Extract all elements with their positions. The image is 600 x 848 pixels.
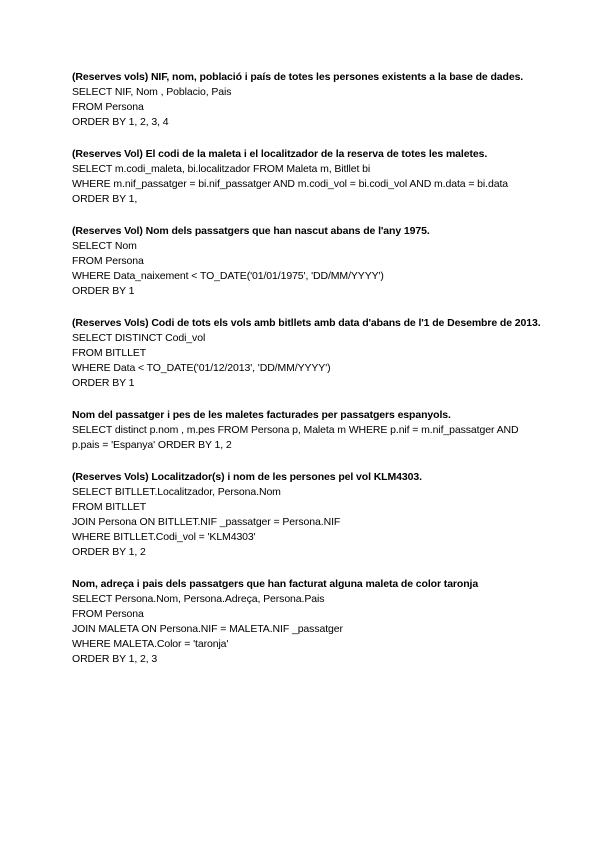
sql-line: SELECT NIF, Nom , Poblacio, Pais [72,86,232,98]
query-block-7 [72,577,542,667]
document-page [72,70,542,684]
sql-line: SELECT Persona.Nom, Persona.Adreça, Persona.Pais [72,593,325,605]
sql-line: ORDER BY 1 [72,285,135,297]
query-title: Nom del passatger i pes de les maletes facturades per passatgers espanyols. [72,409,451,421]
sql-line: WHERE Data < TO_DATE('01/12/2013', 'DD/MM/YYYY') [72,362,331,374]
sql-line: JOIN Persona ON BITLLET.NIF _passatger = Persona.NIF [72,516,341,528]
sql-line: FROM Persona [72,255,144,267]
sql-line: WHERE m.nif_passatger = bi.nif_passatger AND m.codi_vol = bi.codi_vol AND m.data = bi.data ORDER BY 1, [72,178,511,205]
sql-line: WHERE Data_naixement < TO_DATE('01/01/1975', 'DD/MM/YYYY') [72,270,384,282]
sql-line: ORDER BY 1, 2 [72,546,146,558]
sql-line: WHERE MALETA.Color = 'taronja' [72,638,229,650]
query-title: (Reserves vols) NIF, nom, població i país de totes les persones existents a la base de dades. [72,71,524,83]
sql-line: SELECT m.codi_maleta, bi.localitzador FROM Maleta m, Bitllet bi [72,163,371,175]
query-block-6 [72,470,542,560]
sql-line: FROM Persona [72,608,144,620]
sql-line: SELECT Nom [72,240,137,252]
query-block-5 [72,408,542,453]
sql-line: FROM BITLLET [72,347,147,359]
query-title: (Reserves Vol) Nom dels passatgers que han nascut abans de l'any 1975. [72,225,430,237]
query-title: (Reserves Vols) Localitzador(s) i nom de les persones pel vol KLM4303. [72,471,422,483]
sql-line: SELECT distinct p.nom , m.pes FROM Persona p, Maleta m WHERE p.nif = m.nif_passatger AND p.pais = 'Espanya' ORDER BY 1, 2 [72,424,522,451]
query-title: Nom, adreça i pais dels passatgers que han facturat alguna maleta de color taronja [72,578,479,590]
query-block-2 [72,147,542,207]
query-block-4 [72,316,542,391]
sql-line: FROM Persona [72,101,144,113]
sql-line: SELECT BITLLET.Localitzador, Persona.Nom [72,486,281,498]
sql-line: ORDER BY 1, 2, 3, 4 [72,116,169,128]
sql-line: ORDER BY 1, 2, 3 [72,653,158,665]
sql-line: WHERE BITLLET.Codi_vol = 'KLM4303' [72,531,256,543]
query-title: (Reserves Vol) El codi de la maleta i el localitzador de la reserva de totes les maletes. [72,148,488,160]
query-block-3 [72,224,542,299]
query-title: (Reserves Vols) Codi de tots els vols amb bitllets amb data d'abans de l'1 de Desembre de 2013. [72,317,541,329]
sql-line: ORDER BY 1 [72,377,135,389]
sql-line: FROM BITLLET [72,501,147,513]
query-block-1 [72,70,542,130]
sql-line: SELECT DISTINCT Codi_vol [72,332,206,344]
sql-line: JOIN MALETA ON Persona.NIF = MALETA.NIF _passatger [72,623,343,635]
